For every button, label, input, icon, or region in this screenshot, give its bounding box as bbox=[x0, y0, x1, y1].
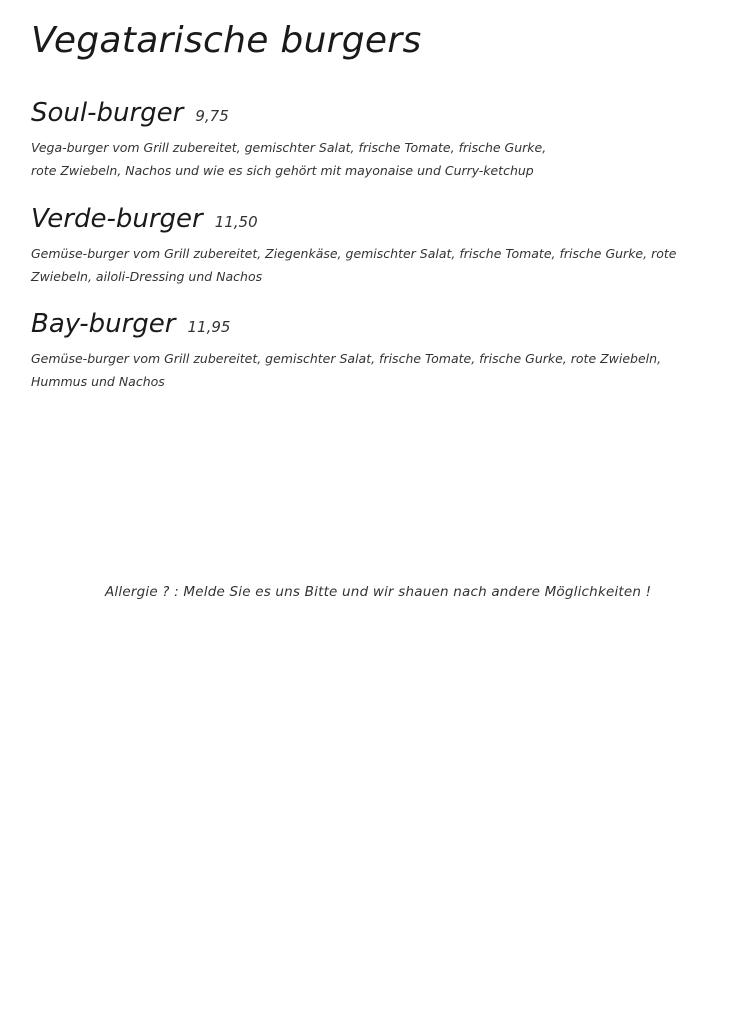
description-line: Hummus und Nachos bbox=[31, 374, 165, 389]
menu-item-bay-burger bbox=[31, 309, 731, 393]
menu-item-header bbox=[31, 204, 731, 234]
description-line: Vega-burger vom Grill zubereitet, gemischter Salat, frische Tomate, frische Gurke, bbox=[31, 140, 547, 155]
menu-title: Vegatarische burgers bbox=[31, 20, 422, 61]
description-line: Gemüse-burger vom Grill zubereitet, Ziegenkäse, gemischter Salat, frische Tomate, frische Gurke, rote bbox=[31, 246, 677, 261]
menu-item-verde-burger bbox=[31, 204, 731, 288]
description-line: Gemüse-burger vom Grill zubereitet, gemischter Salat, frische Tomate, frische Gurke, rote Zwiebeln, bbox=[31, 351, 662, 366]
menu-item-header bbox=[31, 98, 731, 128]
description-line: Zwiebeln, ailoli-Dressing und Nachos bbox=[31, 269, 263, 284]
menu-item-name: Bay-burger bbox=[31, 309, 176, 339]
menu-item-name: Verde-burger bbox=[31, 204, 203, 234]
menu-item-soul-burger bbox=[31, 98, 731, 182]
menu-item-price: 9,75 bbox=[195, 107, 229, 125]
menu-item-price: 11,50 bbox=[214, 213, 258, 231]
menu-item-description bbox=[31, 136, 731, 182]
menu-item-header bbox=[31, 309, 731, 339]
allergy-note: Allergie ? : Melde Sie es uns Bitte und wir shauen nach andere Möglichkeiten ! bbox=[105, 584, 652, 600]
description-line: rote Zwiebeln, Nachos und wie es sich gehört mit mayonaise und Curry-ketchup bbox=[31, 163, 534, 178]
menu-item-name: Soul-burger bbox=[31, 98, 184, 128]
menu-item-description bbox=[31, 242, 731, 288]
menu-item-price: 11,95 bbox=[187, 318, 231, 336]
menu-item-description bbox=[31, 347, 731, 393]
